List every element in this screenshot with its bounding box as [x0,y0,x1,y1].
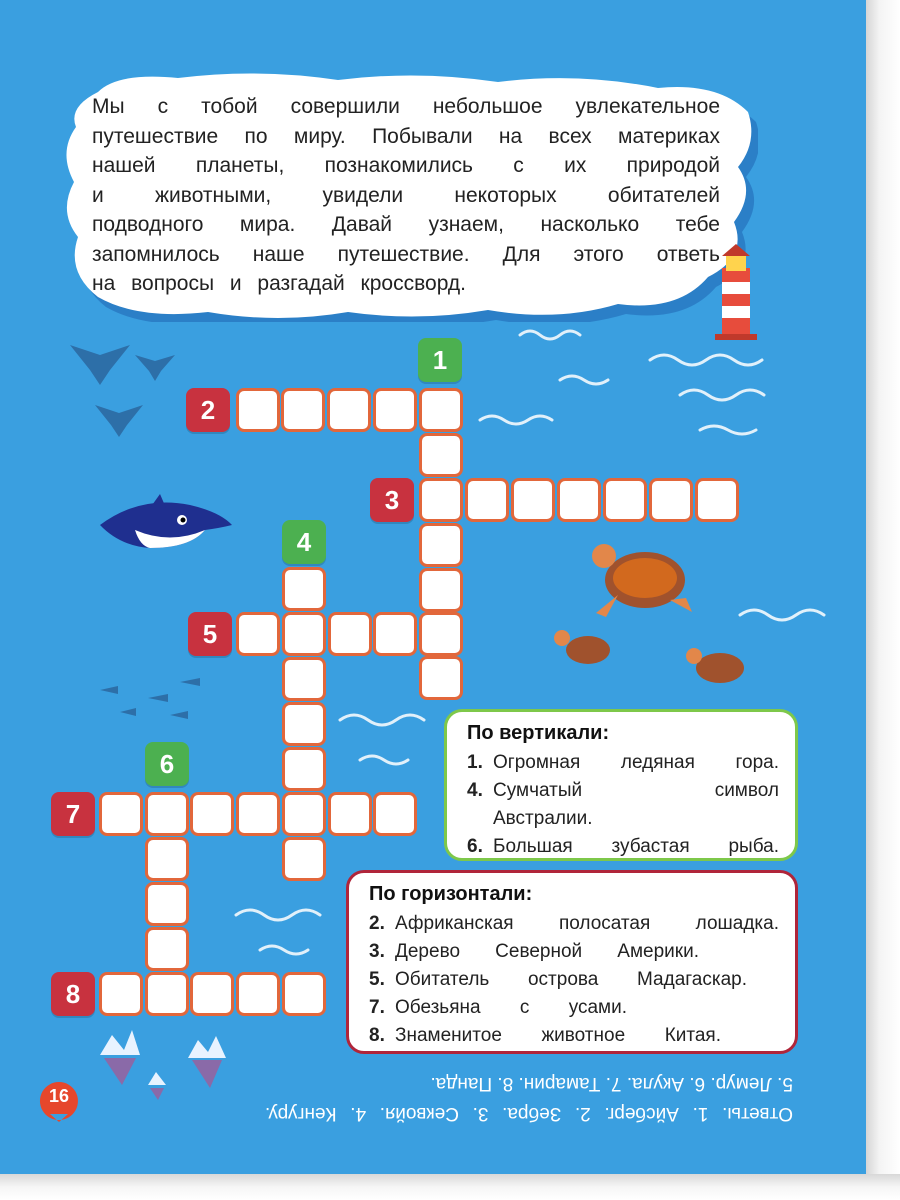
horizontal-clues-title: По горизонтали: [369,883,533,905]
crossword-cell[interactable] [281,388,325,432]
vertical-clues-box [444,709,798,861]
clue-number-7: 7 [51,792,95,836]
answers-line: 5. Лемур. 6. Акула. 7. Тамарин. 8. Панда. [430,1073,793,1094]
crossword-cell[interactable] [603,478,647,522]
clue-number-4: 4 [282,520,326,564]
crossword-cell[interactable] [282,837,326,881]
clue-number-8: 8 [51,972,95,1016]
clue-item: 8. Знаменитое животное Китая. [369,1025,721,1046]
crossword-cell[interactable] [419,568,463,612]
vertical-clues-title: По вертикали: [467,722,610,744]
iceberg-icon [100,1030,226,1100]
clue-number-3: 3 [370,478,414,522]
clue-item: 4. Сумчатый символ [467,780,779,801]
crossword-cell[interactable] [145,882,189,926]
page-edge-shadow [866,0,900,1200]
crossword-cell[interactable] [419,523,463,567]
turtle-icon [554,544,744,683]
crossword-cell[interactable] [282,567,326,611]
crossword-cell[interactable] [419,478,463,522]
crossword-cell[interactable] [236,388,280,432]
crossword-cell[interactable] [145,837,189,881]
clue-item: 1. Огромная ледяная гора. [467,752,779,773]
crossword-cell[interactable] [282,792,326,836]
crossword-cell[interactable] [419,612,463,656]
answers-line: Ответы. 1. Айсберг. 2. Зебра. 3. Секвойя. 4. Кенгуру. [265,1103,793,1124]
crossword-cell[interactable] [145,792,189,836]
intro-line: Мы с тобой совершили небольшое увлекательное [92,95,720,118]
crossword-cell[interactable] [145,972,189,1016]
crossword-cell[interactable] [649,478,693,522]
crossword-cell[interactable] [373,388,417,432]
clue-number-5: 5 [188,612,232,656]
crossword-cell[interactable] [328,792,372,836]
intro-line: путешествие по миру. Побывали на всех материках [92,124,720,148]
crossword-cell[interactable] [419,656,463,700]
crossword-cell[interactable] [465,478,509,522]
crossword-cell[interactable] [236,612,280,656]
crossword-cell[interactable] [695,478,739,522]
clue-number-2: 2 [186,388,230,432]
crossword-cell[interactable] [328,612,372,656]
crossword-cell[interactable] [99,792,143,836]
crossword-cell[interactable] [511,478,555,522]
crossword-cell[interactable] [190,972,234,1016]
clue-number-1: 1 [418,338,462,382]
crossword-cell[interactable] [282,972,326,1016]
crossword-cell[interactable] [327,388,371,432]
crossword-cell[interactable] [282,657,326,701]
page-number: 16 [48,1086,70,1106]
page-bottom-shadow [0,1174,900,1200]
intro-line: запомнилось наше путешествие. Для этого ответь [92,242,720,266]
intro-line: и животными, увидели некоторых обитателей [92,183,720,207]
crossword-cell[interactable] [236,972,280,1016]
lighthouse-icon [715,244,757,340]
horizontal-clues-box [346,870,798,1054]
crossword-cell[interactable] [373,612,417,656]
clue-item: 2. Африканская полосатая лошадка. [369,913,779,934]
intro-line: нашей планеты, познакомились с их природой [92,154,720,177]
crossword-cell[interactable] [190,792,234,836]
crossword-cell[interactable] [419,433,463,477]
intro-line: на вопросы и разгадай кроссворд. [92,272,466,295]
clue-item: 7. Обезьяна с усами. [369,997,627,1018]
crossword-cell[interactable] [282,612,326,656]
answers-upside-down [265,1068,793,1128]
clue-item: 3. Дерево Северной Америки. [369,941,699,962]
crossword-cell[interactable] [557,478,601,522]
crossword-cell[interactable] [236,792,280,836]
intro-line: подводного мира. Давай узнаем, насколько тебе [92,213,720,236]
crossword-cell[interactable] [99,972,143,1016]
clue-item: 5. Обитатель острова Мадагаскар. [369,969,747,990]
crossword-cell[interactable] [282,702,326,746]
manta-ray-icon [70,345,175,437]
crossword-cell[interactable] [373,792,417,836]
dolphin-icon [100,494,232,548]
small-fish-icon [100,678,200,719]
clue-item: Австралии. [493,808,593,829]
crossword-cell[interactable] [282,747,326,791]
crossword-cell[interactable] [145,927,189,971]
crossword-cell[interactable] [419,388,463,432]
clue-number-6: 6 [145,742,189,786]
clue-item: 6. Большая зубастая рыба. [467,836,779,857]
